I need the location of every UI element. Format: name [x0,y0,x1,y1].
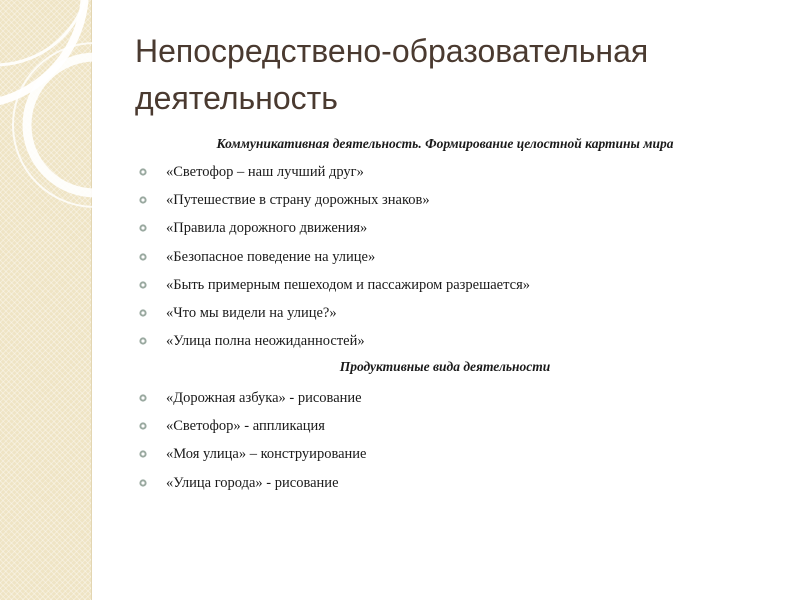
bullet-icon [138,449,148,459]
list-item [138,303,758,331]
decorative-side-band [0,0,91,600]
slide-title: Непосредствено-образовательная деятельность [135,33,649,116]
list-item [138,218,758,246]
list-item-text: «Правила дорожного движения» [166,220,368,237]
activity-list-productive [138,388,758,501]
bullet-icon [138,478,148,488]
list-item [138,444,758,472]
list-item [138,247,758,275]
bullet-icon [138,421,148,431]
band-divider [91,0,92,600]
bullet-icon [138,223,148,233]
list-item-text: «Что мы видели на улице?» [166,304,337,321]
bullet-icon [138,336,148,346]
list-item [138,388,758,416]
list-item-text: «Безопасное поведение на улице» [166,248,376,265]
section-heading-communicative: Коммуникативная деятельность. Формирование целостной картины мира [216,136,674,151]
list-item-text: «Светофор» - аппликация [166,418,325,435]
list-item-text: «Светофор – наш лучший друг» [166,164,364,180]
bullet-icon [138,167,148,177]
activity-list-communicative [138,162,758,359]
list-item-text: «Улица города» - рисование [166,474,339,491]
bullet-icon [138,308,148,318]
list-item-text: «Быть примерным пешеходом и пассажиром разрешается» [166,276,530,293]
bullet-icon [138,393,148,403]
list-item [138,416,758,444]
list-item-text: «Улица полна неожиданностей» [166,333,365,350]
list-item [138,331,758,359]
list-item [138,162,758,190]
bullet-icon [138,195,148,205]
bullet-icon [138,280,148,290]
list-item [138,190,758,218]
list-item [138,473,758,501]
list-item [138,275,758,303]
bullet-icon [138,252,148,262]
list-item-text: «Дорожная азбука» - рисование [166,390,362,406]
list-item-text: «Моя улица» – конструирование [166,446,367,463]
list-item-text: «Путешествие в страну дорожных знаков» [166,192,430,209]
section-heading-productive: Продуктивные вида деятельности [339,359,551,374]
